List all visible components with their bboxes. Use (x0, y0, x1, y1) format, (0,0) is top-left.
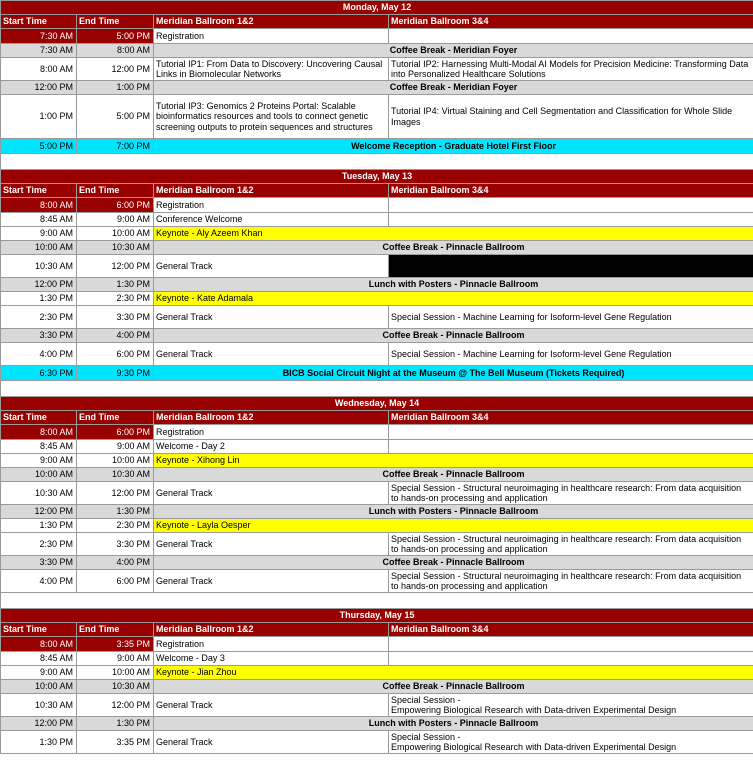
end-time: 4:00 PM (77, 329, 154, 343)
start-time: 12:00 PM (1, 278, 77, 292)
start-time: 3:30 PM (1, 329, 77, 343)
end-time: 5:00 PM (77, 29, 154, 44)
schedule-row (1, 482, 753, 505)
schedule-row (1, 227, 753, 241)
ballroom-3-4-event: Special Session - Structural neuroimaging in healthcare research: From data acquisition to hands-on processing and application (389, 570, 753, 593)
end-time: 6:00 PM (77, 198, 154, 213)
day-spacer (1, 593, 753, 609)
ballroom-3-4-event: Tutorial IP2: Harnessing Multi-Modal AI Models for Precision Medicine: Transforming Data into Personalized Healthcare Solutions (389, 58, 753, 81)
ballroom-3-4-event: Tutorial IP4: Virtual Staining and Cell Segmentation and Classification for Whole Slide Images (389, 95, 753, 139)
start-time: 7:30 AM (1, 29, 77, 44)
end-time: 2:30 PM (77, 519, 154, 533)
event-title: Lunch with Posters - Pinnacle Ballroom (154, 278, 753, 292)
schedule-row (1, 519, 753, 533)
ballroom-3-4-event (389, 440, 753, 454)
schedule-row (1, 329, 753, 343)
keynote-title: Keynote - Jian Zhou (154, 666, 753, 680)
schedule-row (1, 680, 753, 694)
keynote-title: Keynote - Kate Adamala (154, 292, 753, 306)
schedule-row (1, 637, 753, 652)
event-title: BICB Social Circuit Night at the Museum @ The Bell Museum (Tickets Required) (154, 366, 753, 381)
ballroom-1-2-header: Meridian Ballroom 1&2 (154, 15, 389, 29)
end-time: 8:00 AM (77, 44, 154, 58)
schedule-row (1, 366, 753, 381)
ballroom-3-4-event (389, 652, 753, 666)
ballroom-1-2-event: General Track (154, 533, 389, 556)
start-time: 10:00 AM (1, 468, 77, 482)
start-time: 8:45 AM (1, 652, 77, 666)
schedule-row (1, 731, 753, 754)
day-title-row (1, 397, 753, 411)
start-time-header: Start Time (1, 184, 77, 198)
schedule-row (1, 278, 753, 292)
end-time: 3:30 PM (77, 306, 154, 329)
day-title: Thursday, May 15 (1, 609, 753, 623)
ballroom-1-2-event: General Track (154, 255, 389, 278)
schedule-row (1, 44, 753, 58)
start-time: 6:30 PM (1, 366, 77, 381)
schedule-row (1, 58, 753, 81)
ballroom-3-4-header: Meridian Ballroom 3&4 (389, 623, 753, 637)
schedule-row (1, 198, 753, 213)
start-time: 1:30 PM (1, 292, 77, 306)
session-label: Special Session - (391, 731, 461, 742)
schedule-row (1, 255, 753, 278)
start-time: 4:00 PM (1, 570, 77, 593)
schedule-row (1, 666, 753, 680)
end-time-header: End Time (77, 15, 154, 29)
end-time: 1:00 PM (77, 81, 154, 95)
keynote-title: Keynote - Layla Oesper (154, 519, 753, 533)
ballroom-1-2-event: Welcome - Day 3 (154, 652, 389, 666)
start-time: 8:45 AM (1, 213, 77, 227)
day-title: Wednesday, May 14 (1, 397, 753, 411)
end-time-header: End Time (77, 623, 154, 637)
end-time: 10:30 AM (77, 680, 154, 694)
start-time: 10:00 AM (1, 680, 77, 694)
end-time: 1:30 PM (77, 717, 154, 731)
ballroom-3-4-header: Meridian Ballroom 3&4 (389, 184, 753, 198)
start-time: 2:30 PM (1, 533, 77, 556)
day-title-row (1, 170, 753, 184)
start-time: 1:30 PM (1, 731, 77, 754)
empty-cell (389, 425, 753, 440)
start-time-header: Start Time (1, 15, 77, 29)
start-time: 12:00 PM (1, 717, 77, 731)
end-time: 6:00 PM (77, 343, 154, 366)
schedule-row (1, 468, 753, 482)
end-time: 9:00 AM (77, 213, 154, 227)
start-time: 5:00 PM (1, 139, 77, 154)
schedule-row (1, 81, 753, 95)
ballroom-1-2-event: Tutorial IP1: From Data to Discovery: Uncovering Causal Links in Biomolecular Networks (154, 58, 389, 81)
event-title: Lunch with Posters - Pinnacle Ballroom (154, 717, 753, 731)
spacer-cell (1, 593, 753, 609)
schedule-row (1, 717, 753, 731)
start-time: 10:30 AM (1, 255, 77, 278)
day-spacer (1, 154, 753, 170)
ballroom-1-2-event: General Track (154, 306, 389, 329)
end-time: 3:35 PM (77, 731, 154, 754)
start-time: 10:00 AM (1, 241, 77, 255)
day-title-row (1, 609, 753, 623)
session-label: Special Session - (391, 694, 461, 705)
event-title: Coffee Break - Pinnacle Ballroom (154, 329, 753, 343)
ballroom-3-4-event: Special Session - Machine Learning for Isoform-level Gene Regulation (389, 306, 753, 329)
ballroom-1-2-event: Welcome - Day 2 (154, 440, 389, 454)
end-time-header: End Time (77, 184, 154, 198)
event-title: Welcome Reception - Graduate Hotel First Floor (154, 139, 753, 154)
column-header-row (1, 15, 753, 29)
end-time: 3:35 PM (77, 637, 154, 652)
end-time: 10:30 AM (77, 468, 154, 482)
ballroom-1-2-header: Meridian Ballroom 1&2 (154, 411, 389, 425)
end-time: 2:30 PM (77, 292, 154, 306)
end-time: 12:00 PM (77, 482, 154, 505)
end-time: 5:00 PM (77, 95, 154, 139)
end-time: 1:30 PM (77, 505, 154, 519)
column-header-row (1, 623, 753, 637)
start-time: 1:30 PM (1, 519, 77, 533)
start-time: 3:30 PM (1, 556, 77, 570)
start-time: 2:30 PM (1, 306, 77, 329)
day-title: Tuesday, May 13 (1, 170, 753, 184)
end-time: 7:00 PM (77, 139, 154, 154)
ballroom-3-4-event: Special Session - Structural neuroimaging in healthcare research: From data acquisition to hands-on processing and application (389, 482, 753, 505)
blocked-cell (389, 255, 753, 278)
schedule-row (1, 505, 753, 519)
schedule-row (1, 694, 753, 717)
start-time-header: Start Time (1, 623, 77, 637)
ballroom-1-2-event: General Track (154, 482, 389, 505)
ballroom-1-2-header: Meridian Ballroom 1&2 (154, 184, 389, 198)
schedule-row (1, 139, 753, 154)
start-time: 12:00 PM (1, 505, 77, 519)
end-time: 12:00 PM (77, 58, 154, 81)
schedule-row (1, 343, 753, 366)
end-time: 6:00 PM (77, 425, 154, 440)
end-time: 9:00 AM (77, 440, 154, 454)
spacer-cell (1, 381, 753, 397)
session-title: Empowering Biological Research with Data-driven Experimental Design (391, 705, 677, 715)
schedule-row (1, 425, 753, 440)
start-time: 8:00 AM (1, 58, 77, 81)
ballroom-1-2-event: General Track (154, 694, 389, 717)
keynote-title: Keynote - Xihong Lin (154, 454, 753, 468)
start-time: 8:00 AM (1, 425, 77, 440)
ballroom-3-4-event (389, 731, 753, 754)
schedule-row (1, 570, 753, 593)
schedule-row (1, 241, 753, 255)
event-title: Coffee Break - Meridian Foyer (154, 44, 753, 58)
schedule-row (1, 213, 753, 227)
start-time: 1:00 PM (1, 95, 77, 139)
start-time: 9:00 AM (1, 227, 77, 241)
ballroom-1-2-event: General Track (154, 731, 389, 754)
end-time: 10:00 AM (77, 227, 154, 241)
event-title: Coffee Break - Pinnacle Ballroom (154, 680, 753, 694)
end-time: 9:00 AM (77, 652, 154, 666)
event-title: Registration (154, 198, 389, 213)
ballroom-3-4-header: Meridian Ballroom 3&4 (389, 15, 753, 29)
event-title: Coffee Break - Meridian Foyer (154, 81, 753, 95)
start-time-header: Start Time (1, 411, 77, 425)
event-title: Coffee Break - Pinnacle Ballroom (154, 241, 753, 255)
start-time: 8:00 AM (1, 198, 77, 213)
end-time: 12:00 PM (77, 694, 154, 717)
ballroom-1-2-event: General Track (154, 343, 389, 366)
column-header-row (1, 411, 753, 425)
end-time: 10:00 AM (77, 666, 154, 680)
session-title: Empowering Biological Research with Data-driven Experimental Design (391, 742, 677, 752)
event-title: Registration (154, 637, 389, 652)
start-time: 10:30 AM (1, 694, 77, 717)
ballroom-3-4-event (389, 694, 753, 717)
day-spacer (1, 381, 753, 397)
spacer-cell (1, 154, 753, 170)
end-time: 6:00 PM (77, 570, 154, 593)
empty-cell (389, 637, 753, 652)
day-title-row (1, 1, 753, 15)
schedule-row (1, 652, 753, 666)
ballroom-1-2-header: Meridian Ballroom 1&2 (154, 623, 389, 637)
end-time: 1:30 PM (77, 278, 154, 292)
ballroom-1-2-event: Conference Welcome (154, 213, 389, 227)
end-time: 9:30 PM (77, 366, 154, 381)
schedule-row (1, 454, 753, 468)
schedule-row (1, 292, 753, 306)
ballroom-3-4-event: Special Session - Machine Learning for Isoform-level Gene Regulation (389, 343, 753, 366)
ballroom-3-4-header: Meridian Ballroom 3&4 (389, 411, 753, 425)
ballroom-3-4-event (389, 213, 753, 227)
event-title: Registration (154, 425, 389, 440)
start-time: 10:30 AM (1, 482, 77, 505)
end-time: 10:00 AM (77, 454, 154, 468)
start-time: 8:45 AM (1, 440, 77, 454)
schedule-row (1, 306, 753, 329)
ballroom-1-2-event: Tutorial IP3: Genomics 2 Proteins Portal: Scalable bioinformatics resources and tools to connect genetic screening outputs to protein sequences and structures (154, 95, 389, 139)
keynote-title: Keynote - Aly Azeem Khan (154, 227, 753, 241)
column-header-row (1, 184, 753, 198)
ballroom-1-2-event: General Track (154, 570, 389, 593)
start-time: 8:00 AM (1, 637, 77, 652)
start-time: 12:00 PM (1, 81, 77, 95)
ballroom-3-4-event: Special Session - Structural neuroimaging in healthcare research: From data acquisition to hands-on processing and application (389, 533, 753, 556)
event-title: Registration (154, 29, 389, 44)
schedule-row (1, 440, 753, 454)
end-time: 10:30 AM (77, 241, 154, 255)
event-title: Coffee Break - Pinnacle Ballroom (154, 556, 753, 570)
start-time: 9:00 AM (1, 666, 77, 680)
start-time: 7:30 AM (1, 44, 77, 58)
end-time: 4:00 PM (77, 556, 154, 570)
event-title: Coffee Break - Pinnacle Ballroom (154, 468, 753, 482)
end-time-header: End Time (77, 411, 154, 425)
empty-cell (389, 29, 753, 44)
day-title: Monday, May 12 (1, 1, 753, 15)
schedule-row (1, 95, 753, 139)
schedule-row (1, 29, 753, 44)
start-time: 9:00 AM (1, 454, 77, 468)
empty-cell (389, 198, 753, 213)
event-title: Lunch with Posters - Pinnacle Ballroom (154, 505, 753, 519)
start-time: 4:00 PM (1, 343, 77, 366)
end-time: 12:00 PM (77, 255, 154, 278)
end-time: 3:30 PM (77, 533, 154, 556)
schedule-row (1, 533, 753, 556)
schedule-row (1, 556, 753, 570)
